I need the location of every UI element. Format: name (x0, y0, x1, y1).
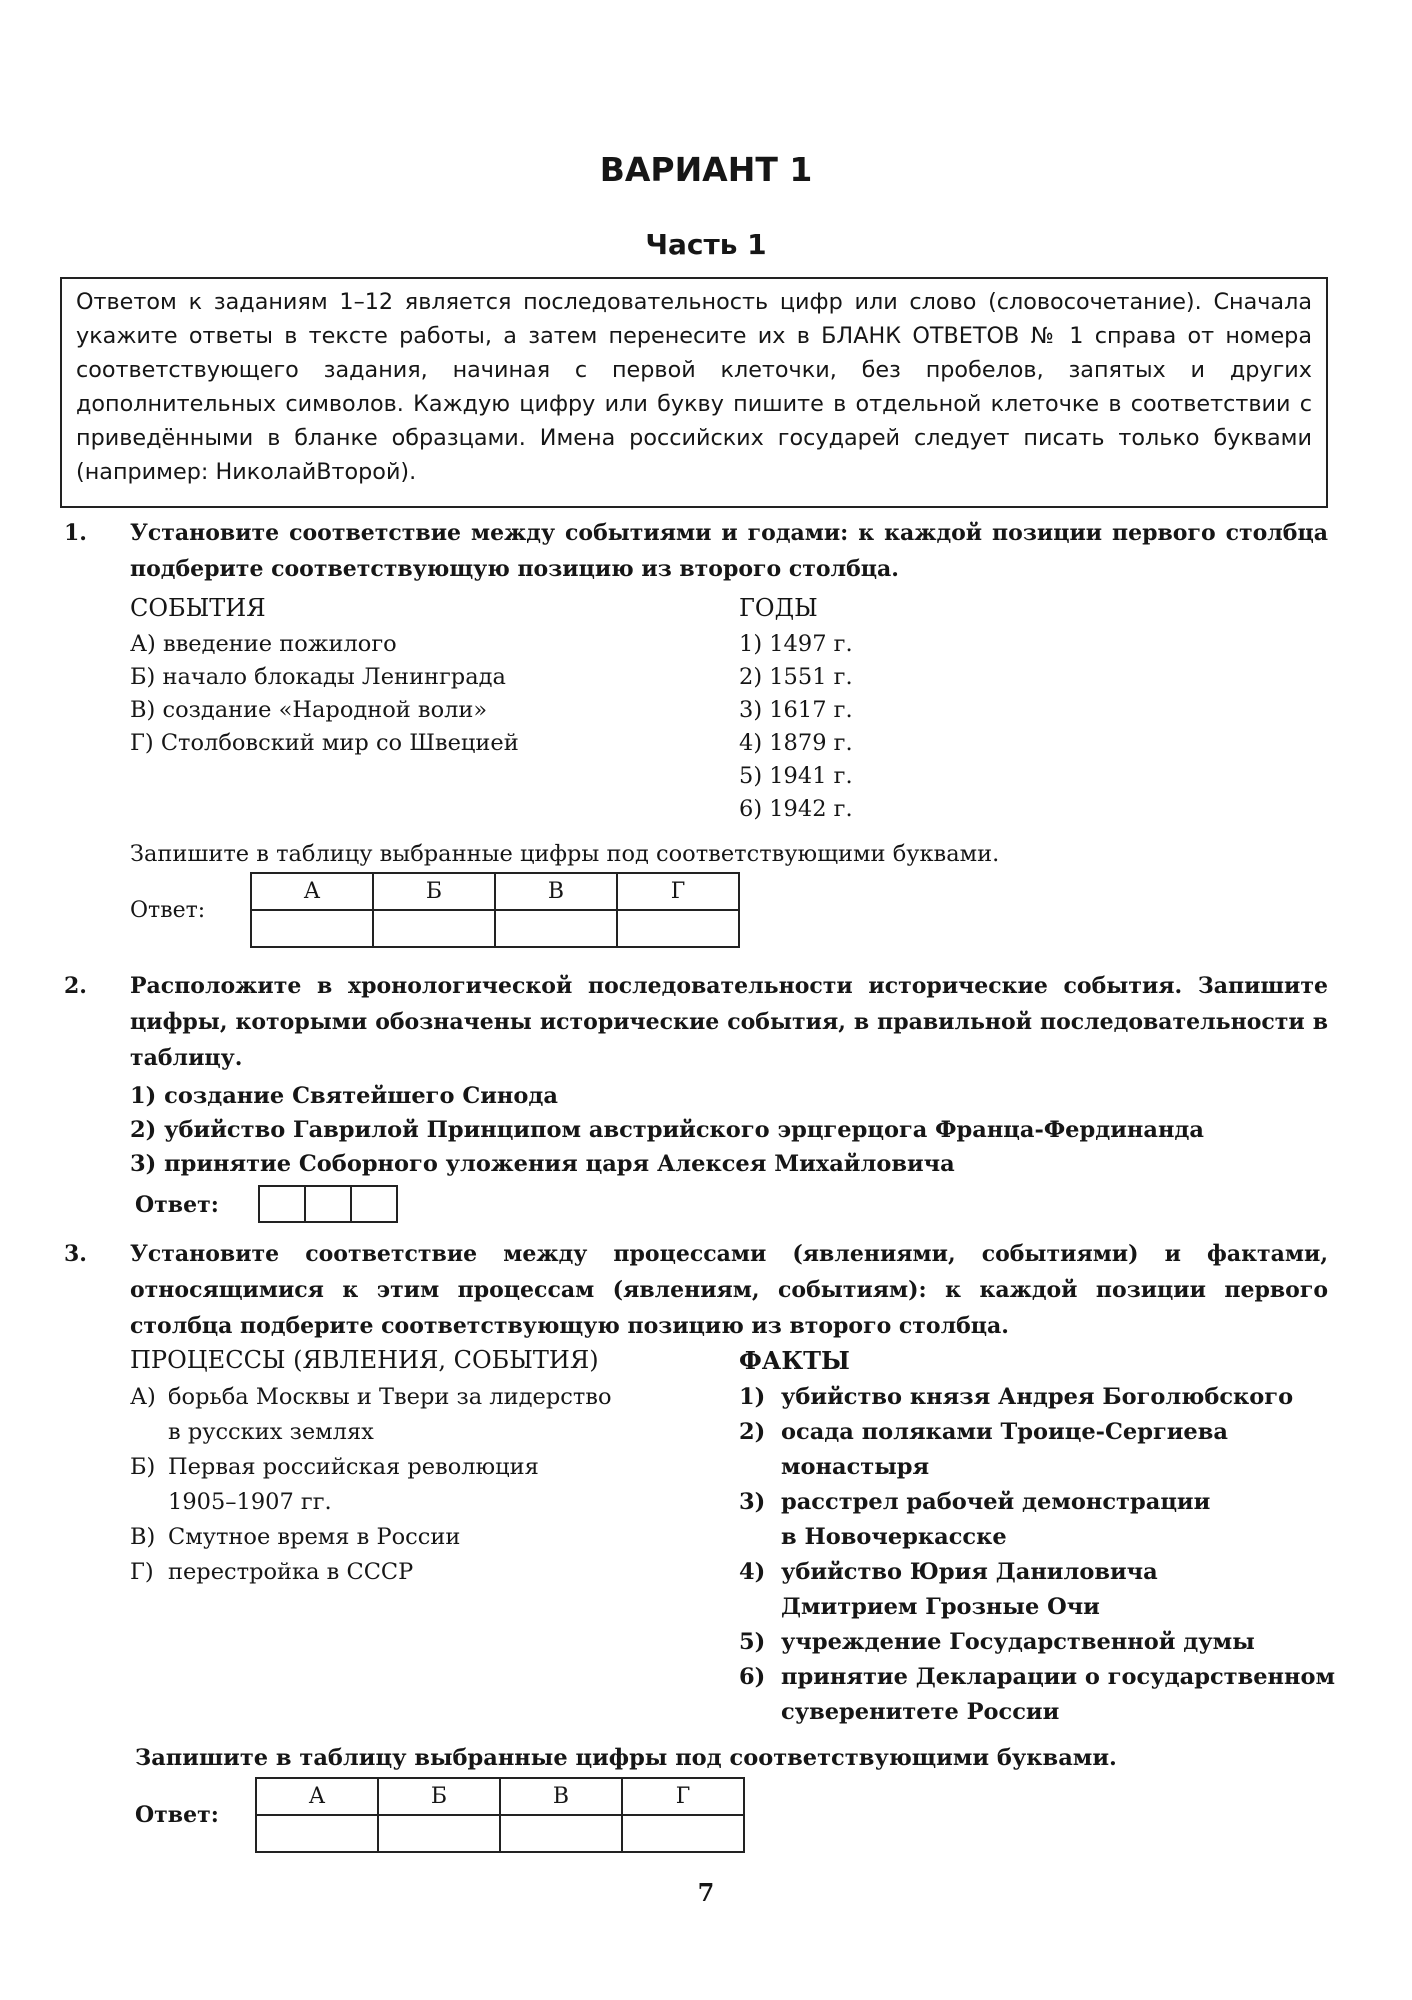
q3-right-header: ФАКТЫ (739, 1346, 850, 1375)
q3-fact-5 (739, 1625, 1335, 1660)
q3-process-b-label: Б) (130, 1454, 156, 1480)
q3-fact-2 (739, 1415, 1335, 1485)
q3-col-g: Г (622, 1778, 744, 1815)
q2-answer-cells (258, 1185, 398, 1223)
q3-fact-4-label: 4) (739, 1559, 766, 1585)
q2-events-list (130, 1079, 1204, 1181)
q3-fact-3-line1: расстрел рабочей демонстрации (781, 1489, 1211, 1515)
q3-fact-6 (739, 1660, 1335, 1730)
q3-table-prompt: Запишите в таблицу выбранные цифры под соответствующими буквами. (135, 1745, 1117, 1771)
q3-fact-2-line2: монастыря (781, 1454, 930, 1480)
q3-process-g (130, 1555, 612, 1590)
q3-number: 3. (64, 1241, 87, 1267)
part-title: Часть 1 (645, 228, 767, 261)
q1-years-list (739, 628, 853, 826)
q3-fact-6-label: 6) (739, 1664, 766, 1690)
q3-fact-1-line1: убийство князя Андрея Боголюбского (781, 1384, 1294, 1410)
q1-col-g: Г (617, 873, 739, 910)
q1-year-6: 6) 1942 г. (739, 796, 853, 822)
q1-event-b: Б) начало блокады Ленинграда (130, 664, 506, 690)
q3-col-b: Б (378, 1778, 500, 1815)
q2-number: 2. (64, 973, 87, 999)
q3-process-a-line2: в русских землях (168, 1419, 374, 1445)
q3-fact-2-label: 2) (739, 1419, 766, 1445)
q3-process-v (130, 1520, 612, 1555)
q3-process-v-line1: Смутное время в России (168, 1524, 461, 1550)
q2-text: Расположите в хронологической последовательности исторические события. Запишите цифры, которыми обозначены исторические события, в правильной последовательности в таблицу. (130, 973, 1328, 1071)
q3-fact-6-line1: принятие Декларации о государственном (781, 1664, 1336, 1690)
q3-answer-table (255, 1777, 745, 1853)
q1-col-b: Б (373, 873, 495, 910)
q1-number: 1. (64, 520, 87, 546)
instructions-box: Ответом к заданиям 1–12 является последовательность цифр или слово (словосочетание). Сначала укажите ответы в тексте работы, а затем перенесите их в БЛАНК ОТВЕТОВ № 1 справа от номера соответствующего задания, начиная с первой клеточки, без пробелов, запятых и других дополнительных символов. Каждую цифру или букву пишите в отдельной клеточке в соответствии с приведёнными в бланке образцами. Имена российских государей следует писать только буквами (например: НиколайВторой). (60, 277, 1328, 508)
q3-fact-4 (739, 1555, 1335, 1625)
q2-event-1: 1) создание Святейшего Синода (130, 1083, 558, 1109)
q3-answer-label: Ответ: (135, 1802, 219, 1828)
q3-facts-list (739, 1380, 1335, 1730)
q1-year-2: 2) 1551 г. (739, 664, 853, 690)
q1-event-v: В) создание «Народной воли» (130, 697, 488, 723)
q1-events-list (130, 628, 519, 760)
q3-answer-cell-v[interactable] (500, 1815, 622, 1852)
q1-answer-cell-b[interactable] (373, 910, 495, 947)
variant-title: ВАРИАНТ 1 (599, 150, 813, 189)
q3-process-g-label: Г) (130, 1559, 154, 1585)
q3-answer-cell-g[interactable] (622, 1815, 744, 1852)
q3-fact-3-line2: в Новочеркасске (781, 1524, 1007, 1550)
q3-process-v-label: В) (130, 1524, 156, 1550)
q3-text: Установите соответствие между процессами (явлениями, событиями) и фактами, относящимися к этим процессам (явлениям, событиям): к каждой позиции первого столбца подберите соответствующую позицию из второго столбца. (130, 1241, 1328, 1339)
q3-fact-4-line1: убийство Юрия Даниловича (781, 1559, 1158, 1585)
q1-col-a: А (251, 873, 373, 910)
q1-answer-cell-a[interactable] (251, 910, 373, 947)
q3-answer-cell-b[interactable] (378, 1815, 500, 1852)
q3-fact-4-line2: Дмитрием Грозные Очи (781, 1594, 1100, 1620)
q3-fact-2-line1: осада поляками Троице-Сергиева (781, 1419, 1228, 1445)
q1-answer-table (250, 872, 740, 948)
q2-answer-cell-1[interactable] (259, 1186, 305, 1222)
q1-year-1: 1) 1497 г. (739, 631, 853, 657)
q3-fact-5-label: 5) (739, 1629, 766, 1655)
q3-process-b-line2: 1905–1907 гг. (168, 1489, 332, 1515)
q1-answer-cell-g[interactable] (617, 910, 739, 947)
q3-fact-5-line1: учреждение Государственной думы (781, 1629, 1255, 1655)
q1-year-5: 5) 1941 г. (739, 763, 853, 789)
q2-event-3: 3) принятие Соборного уложения царя Алексея Михайловича (130, 1151, 955, 1177)
q3-process-b-line1: Первая российская революция (168, 1454, 539, 1480)
q1-text: Установите соответствие между событиями и годами: к каждой позиции первого столбца подберите соответствующую позицию из второго столбца. (130, 520, 1328, 582)
q2-event-2: 2) убийство Гаврилой Принципом австрийского эрцгерцога Франца-Фердинанда (130, 1117, 1205, 1143)
q1-year-4: 4) 1879 г. (739, 730, 853, 756)
q1-answer-cell-v[interactable] (495, 910, 617, 947)
q3-col-v: В (500, 1778, 622, 1815)
q2-answer-label: Ответ: (135, 1192, 219, 1218)
q1-right-header: ГОДЫ (739, 594, 818, 622)
q2-answer-cell-2[interactable] (305, 1186, 351, 1222)
q3-col-a: А (256, 1778, 378, 1815)
q1-year-3: 3) 1617 г. (739, 697, 853, 723)
q1-left-header: СОБЫТИЯ (130, 594, 266, 622)
q3-process-a-label: А) (130, 1384, 156, 1410)
q1-table-prompt: Запишите в таблицу выбранные цифры под соответствующими буквами. (130, 841, 1000, 867)
q3-fact-6-line2: суверенитете России (781, 1699, 1060, 1725)
q2-answer-cell-3[interactable] (351, 1186, 397, 1222)
q3-processes-list (130, 1380, 612, 1590)
page-number: 7 (697, 1878, 715, 1907)
q3-process-a (130, 1380, 612, 1450)
q3-left-header: ПРОЦЕССЫ (ЯВЛЕНИЯ, СОБЫТИЯ) (130, 1346, 599, 1374)
q1-answer-label: Ответ: (130, 898, 206, 923)
q3-fact-1-label: 1) (739, 1384, 766, 1410)
q1-col-v: В (495, 873, 617, 910)
q3-process-a-line1: борьба Москвы и Твери за лидерство (168, 1384, 612, 1410)
q3-process-g-line1: перестройка в СССР (168, 1559, 414, 1585)
q3-answer-cell-a[interactable] (256, 1815, 378, 1852)
q3-fact-3 (739, 1485, 1335, 1555)
q3-process-b (130, 1450, 612, 1520)
q3-fact-3-label: 3) (739, 1489, 766, 1515)
q1-event-a: А) введение пожилого (130, 631, 397, 657)
q1-event-g: Г) Столбовский мир со Швецией (130, 730, 519, 756)
q3-fact-1 (739, 1380, 1335, 1415)
